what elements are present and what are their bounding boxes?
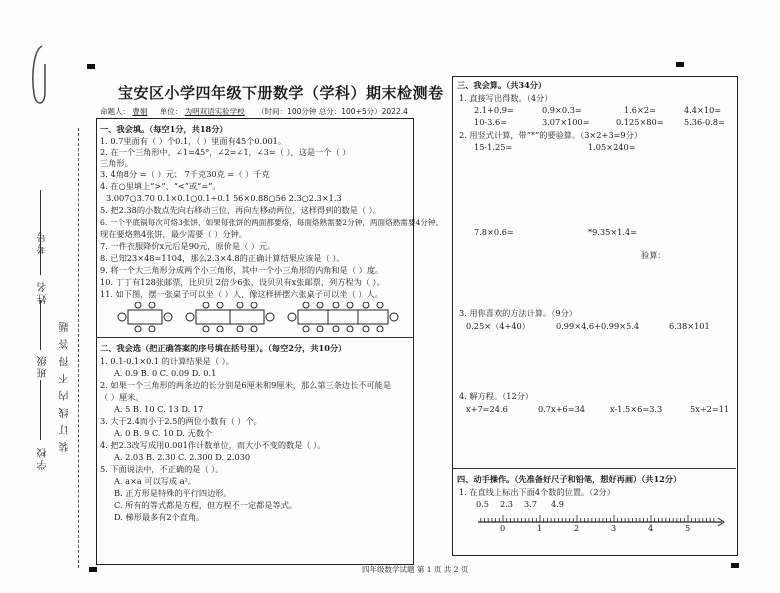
s1-q8: 8. 已知23×48=1104，那么2.3×4.8的正确计算结果应该是（ ）。 xyxy=(100,253,345,263)
s3-q3-a: 0.25×（4+40） xyxy=(466,321,530,331)
page-footer: 四年级数学试题 第 1 页 共 2 页 xyxy=(362,565,469,574)
s1-q6: 6. 一个平底锅每次可烙3张饼，如果每张饼的两面都要烙，每面烙熟需要2分钟，两面烙熟需要4分钟。 xyxy=(100,218,444,227)
s1-q10: 10. 丁丁有128张邮票，比贝贝 2倍少6张，设贝贝有x张邮票，列方程为（ ）。 xyxy=(100,277,385,287)
side-class-label: 班级 xyxy=(38,354,49,378)
s2-q5-d: D. 梯形最多有2个直角。 xyxy=(114,512,205,522)
s2-q4: 4. 把2.3改写成用0.001作计数单位，而大小不变的数是（ ）。 xyxy=(100,440,326,450)
s2-q2: 2. 如果一个三角形的两条边的长分别是6厘米和9厘米，那么第三条边长不可能是 xyxy=(100,380,392,390)
tick-label-2: 2 xyxy=(574,523,580,533)
side-school-label: 学校 xyxy=(38,446,49,470)
s3-check-label: 验算： xyxy=(641,250,666,260)
s1-q7: 7. 一件衣服降价x元后是90元，原价是（ ）元。 xyxy=(100,241,276,251)
s3-q1-c: 1.6×2= xyxy=(624,105,656,115)
s2-q5-a: A. a×a 可以写成 a²。 xyxy=(114,476,197,486)
s3-q4-b: 0.7x+6=34 xyxy=(538,404,585,414)
tick-label-0: 0 xyxy=(500,523,506,533)
s3-q2-b: 1.05×240= xyxy=(588,142,636,152)
time-score: （时间：100分钟 总分：100+5分）2022.4 xyxy=(257,107,408,116)
s3-q2-c: 7.8×0.6= xyxy=(474,227,514,237)
s2-q2-cont: （ ）厘米。 xyxy=(100,392,144,402)
s3-q3: 3. 用你喜欢的方法计算。（9分） xyxy=(459,308,577,318)
exam-info xyxy=(100,106,408,117)
s3-q4: 4. 解方程。（12分） xyxy=(459,391,534,401)
s3-q1-h: 5.36-0.8= xyxy=(684,117,725,127)
tick-label-3: 3 xyxy=(611,523,617,533)
exam-title: 宝安区小学四年级下册数学（学科）期末检测卷 xyxy=(118,84,444,102)
registration-mark xyxy=(89,567,97,572)
s3-q3-b: 0.99×4.6+0.99×5.4 xyxy=(556,321,640,331)
s3-q2-d: *9.35×1.4= xyxy=(588,227,638,237)
s1-q2: 2. 在一个三角形中，∠1=45°，∠2=∠1，∠3=（ ），这是一个（ ） xyxy=(100,147,351,157)
s2-q3: 3. 大于2.4而小于2.5的两位小数有（ ）个。 xyxy=(100,416,262,426)
s3-q3-c: 6.38×101 xyxy=(669,321,710,331)
s3-q1-f: 3.07×100= xyxy=(542,117,590,127)
s1-q5: 5. 把2.38的小数点先向右移动三位，再向左移动两位，这样得到的数是（ ）。 xyxy=(100,205,381,215)
seal-dashed-line xyxy=(78,128,79,568)
section-1-title: 一、我会填。（每空1分，共18分） xyxy=(100,124,228,134)
s3-q1-g: 0.125×80= xyxy=(616,117,664,127)
s3-q4-a: x+7=24.6 xyxy=(466,404,508,414)
s3-q1-d: 4.4×10= xyxy=(684,105,722,115)
s4-num-c: 3.7 xyxy=(524,499,538,509)
s1-q11: 11. 如下图，摆一张桌子可以坐（ ）人，像这样拼摆六张桌子可以坐（ ）人。 xyxy=(100,289,383,299)
s4-num-b: 2.3 xyxy=(500,499,514,509)
author-label: 命题人： xyxy=(100,107,130,116)
unit-name: 为明双语实验学校 xyxy=(184,107,245,116)
s3-q2-a: 15-1.25= xyxy=(474,142,513,152)
s3-q1-e: 10-3.6= xyxy=(474,117,508,127)
s2-q5-b: B. 正方形是特殊的平行四边形。 xyxy=(114,488,232,498)
side-name-label: 姓名 xyxy=(38,280,49,304)
unit-label: 单位： xyxy=(159,107,183,116)
s4-num-d: 4.9 xyxy=(551,499,565,509)
s4-q1: 1. 在直线上标出下面4个数的位置。（2分） xyxy=(459,487,615,497)
s3-q2: 2. 用竖式计算，带“*”的要验算。（3×2+3=9分） xyxy=(459,130,643,140)
s1-q6-cont: 现在要烙熟4张饼，最少需要（ ）分钟。 xyxy=(100,229,247,239)
s3-q4-c: x-1.5×6=3.3 xyxy=(610,404,663,414)
registration-mark xyxy=(731,563,739,568)
s2-q5: 5. 下面说法中，不正确的是（ ）。 xyxy=(100,464,224,474)
s1-q2-cont: 三角形。 xyxy=(100,158,133,168)
author-name: 曹娟 xyxy=(132,107,148,116)
tick-label-4: 4 xyxy=(648,523,654,533)
s2-q3-options: A. 0 B. 9 C. 10 D. 无数个 xyxy=(114,428,213,438)
s1-q4: 4. 在○里填上“>”、“<”或“=”。 xyxy=(100,181,221,191)
registration-mark xyxy=(676,62,684,67)
side-line xyxy=(40,380,41,440)
s2-q4-options: A. 2.03 B. 2.30 C. 2.300 D. 2.030 xyxy=(114,452,251,462)
s2-q5-c: C. 所有的等式都是方程，但方程不一定都是等式。 xyxy=(114,500,298,510)
tick-label-5: 5 xyxy=(685,523,691,533)
section-2-title: 二、我会选（把正确答案的序号填在括号里）。（每空2分，共10分） xyxy=(100,343,347,353)
tick-label-1: 1 xyxy=(537,523,543,533)
registration-mark xyxy=(87,64,95,69)
paper-clip-icon xyxy=(28,44,50,108)
s3-q1: 1. 直接写出得数。（4分） xyxy=(459,93,553,103)
table-seating-diagram xyxy=(116,302,406,332)
section-divider xyxy=(96,337,413,338)
side-line xyxy=(40,300,41,350)
s1-q3: 3. 4角8分 =（ ）元； 7千克30克 =（ ）千克 xyxy=(100,169,270,179)
s2-q1-options: A. 0.9 B. 0 C. 0.09 D. 0.1 xyxy=(114,368,217,378)
s2-q2-options: A. 5 B. 10 C. 13 D. 17 xyxy=(114,404,204,414)
s3-q1-a: 2.1+0.9= xyxy=(474,105,514,115)
s1-q4-row: 3.007○3.70 0.1×0.1○0.1÷0.1 56×0.88○56 2.3○2.3×1.3 xyxy=(106,193,342,203)
section-divider xyxy=(452,468,736,469)
side-number-label: 考号 xyxy=(38,230,49,254)
s4-num-a: 0.5 xyxy=(476,499,490,509)
s3-q4-d: 5x÷2=11 xyxy=(690,404,730,414)
s3-q1-b: 0.9×0.3= xyxy=(542,105,582,115)
section-4-title: 四、动手操作。（先准备好尺子和铅笔，想好再画）（共12分） xyxy=(457,474,682,484)
s1-q9: 9. 将一个大三角形分成两个小三角形，其中一个小三角形的内角和是（ ）度。 xyxy=(100,265,384,275)
seal-line-text: 装 订 线 内 不 得 答 题 xyxy=(60,319,71,452)
s1-q1: 1. 0.7里面有（ ）个0.1，（ ）里面有45个0.001。 xyxy=(100,136,287,146)
s2-q1: 1. 0.1-0.1×0.1 的计算结果是（ ）。 xyxy=(100,356,234,366)
section-3-title: 三、我会算。（共34分） xyxy=(457,80,547,90)
